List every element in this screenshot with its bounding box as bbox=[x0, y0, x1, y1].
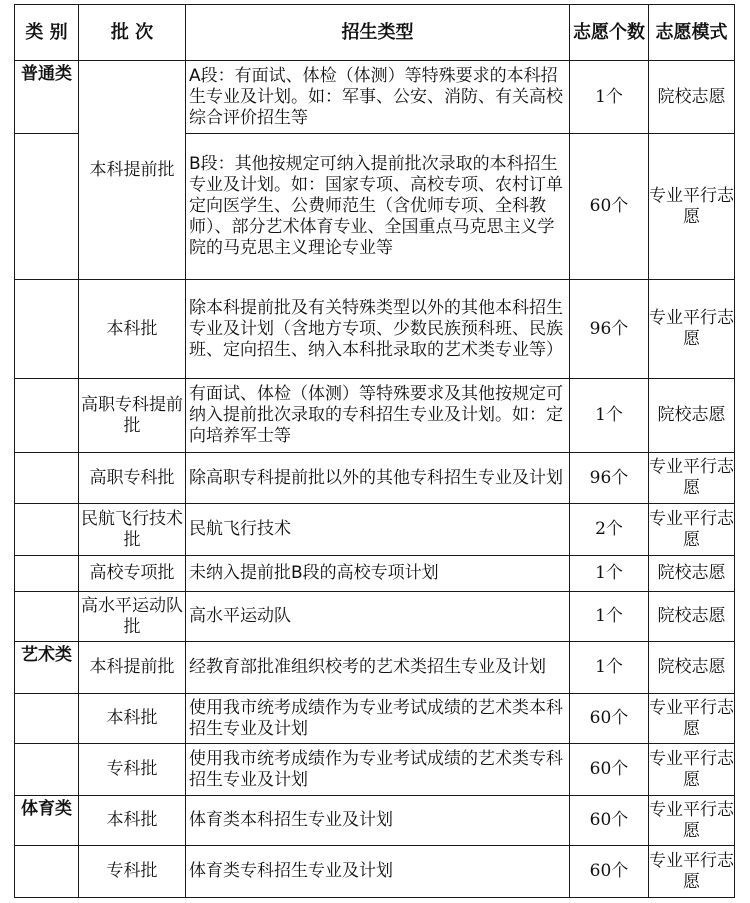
mode-cell: 专业平行志愿 bbox=[649, 134, 735, 280]
count-cell: 60个 bbox=[570, 846, 649, 898]
type-cell: 除本科提前批及有关特殊类型以外的其他本科招生专业及计划（含地方专项、少数民族预科班、民族班、定向招生、纳入本科批录取的艺术类专业等） bbox=[186, 280, 570, 379]
mode-cell: 专业平行志愿 bbox=[649, 453, 735, 504]
count-cell: 2个 bbox=[570, 504, 649, 556]
count-cell: 1个 bbox=[570, 642, 649, 694]
batch-cell: 本科提前批 bbox=[79, 642, 186, 694]
header-row bbox=[15, 5, 735, 61]
table-row bbox=[15, 379, 735, 453]
mode-cell: 专业平行志愿 bbox=[649, 504, 735, 556]
category-cell: 艺术类 bbox=[15, 642, 79, 694]
mode-cell: 院校志愿 bbox=[649, 379, 735, 453]
type-cell: 未纳入提前批B段的高校专项计划 bbox=[186, 556, 570, 592]
batch-cell: 专科批 bbox=[79, 846, 186, 898]
batch-cell: 本科批 bbox=[79, 694, 186, 744]
count-cell: 60个 bbox=[570, 134, 649, 280]
count-cell: 1个 bbox=[570, 556, 649, 592]
category-cell: 普通类 bbox=[15, 61, 79, 134]
count-cell: 96个 bbox=[570, 280, 649, 379]
header-category: 类 别 bbox=[15, 5, 79, 61]
batch-cell: 高职专科提前批 bbox=[79, 379, 186, 453]
type-cell: 经教育部批准组织校考的艺术类招生专业及计划 bbox=[186, 642, 570, 694]
admission-table bbox=[14, 4, 735, 898]
header-mode: 志愿模式 bbox=[649, 5, 735, 61]
mode-cell: 专业平行志愿 bbox=[649, 846, 735, 898]
count-cell: 1个 bbox=[570, 379, 649, 453]
header-batch: 批 次 bbox=[79, 5, 186, 61]
table-row bbox=[15, 592, 735, 642]
batch-cell: 本科提前批 bbox=[79, 61, 186, 280]
admission-table-wrapper bbox=[14, 4, 734, 894]
count-cell: 1个 bbox=[570, 61, 649, 134]
count-cell: 1个 bbox=[570, 592, 649, 642]
category-cell bbox=[15, 694, 79, 744]
mode-cell: 院校志愿 bbox=[649, 556, 735, 592]
header-count: 志愿个数 bbox=[570, 5, 649, 61]
category-cell bbox=[15, 134, 79, 280]
batch-cell: 高职专科批 bbox=[79, 453, 186, 504]
batch-cell: 本科批 bbox=[79, 280, 186, 379]
table-row bbox=[15, 846, 735, 898]
header-type: 招生类型 bbox=[186, 5, 570, 61]
mode-cell: 院校志愿 bbox=[649, 61, 735, 134]
category-cell: 体育类 bbox=[15, 796, 79, 846]
mode-cell: 专业平行志愿 bbox=[649, 744, 735, 796]
mode-cell: 院校志愿 bbox=[649, 592, 735, 642]
count-cell: 60个 bbox=[570, 796, 649, 846]
category-cell bbox=[15, 744, 79, 796]
table-row bbox=[15, 642, 735, 694]
category-cell bbox=[15, 379, 79, 453]
type-cell: 高水平运动队 bbox=[186, 592, 570, 642]
table-row bbox=[15, 744, 735, 796]
category-cell bbox=[15, 504, 79, 556]
category-cell bbox=[15, 280, 79, 379]
mode-cell: 专业平行志愿 bbox=[649, 796, 735, 846]
category-cell bbox=[15, 556, 79, 592]
type-cell: 体育类专科招生专业及计划 bbox=[186, 846, 570, 898]
table-row bbox=[15, 61, 735, 134]
category-cell bbox=[15, 453, 79, 504]
mode-cell: 专业平行志愿 bbox=[649, 280, 735, 379]
batch-cell: 高水平运动队批 bbox=[79, 592, 186, 642]
type-cell: 有面试、体检（体测）等特殊要求及其他按规定可纳入提前批次录取的专科招生专业及计划。如：定向培养军士等 bbox=[186, 379, 570, 453]
batch-cell: 民航飞行技术批 bbox=[79, 504, 186, 556]
type-cell: B段：其他按规定可纳入提前批次录取的本科招生专业及计划。如：国家专项、高校专项、农村订单定向医学生、公费师范生（含优师专项、全科教师）、部分艺术体育专业、全国重点马克思主义学院的马克思主义理论专业等 bbox=[186, 134, 570, 280]
mode-cell: 专业平行志愿 bbox=[649, 694, 735, 744]
table-row bbox=[15, 453, 735, 504]
batch-cell: 专科批 bbox=[79, 744, 186, 796]
table-row bbox=[15, 280, 735, 379]
table-row bbox=[15, 694, 735, 744]
batch-cell: 高校专项批 bbox=[79, 556, 186, 592]
count-cell: 60个 bbox=[570, 744, 649, 796]
type-cell: 使用我市统考成绩作为专业考试成绩的艺术类本科招生专业及计划 bbox=[186, 694, 570, 744]
type-cell: A段：有面试、体检（体测）等特殊要求的本科招生专业及计划。如：军事、公安、消防、有关高校综合评价招生等 bbox=[186, 61, 570, 134]
type-cell: 使用我市统考成绩作为专业考试成绩的艺术类专科招生专业及计划 bbox=[186, 744, 570, 796]
count-cell: 96个 bbox=[570, 453, 649, 504]
category-cell bbox=[15, 592, 79, 642]
table-row bbox=[15, 796, 735, 846]
table-row bbox=[15, 556, 735, 592]
type-cell: 除高职专科提前批以外的其他专科招生专业及计划 bbox=[186, 453, 570, 504]
table-row bbox=[15, 504, 735, 556]
category-cell bbox=[15, 846, 79, 898]
type-cell: 民航飞行技术 bbox=[186, 504, 570, 556]
mode-cell: 院校志愿 bbox=[649, 642, 735, 694]
count-cell: 60个 bbox=[570, 694, 649, 744]
batch-cell: 本科批 bbox=[79, 796, 186, 846]
type-cell: 体育类本科招生专业及计划 bbox=[186, 796, 570, 846]
